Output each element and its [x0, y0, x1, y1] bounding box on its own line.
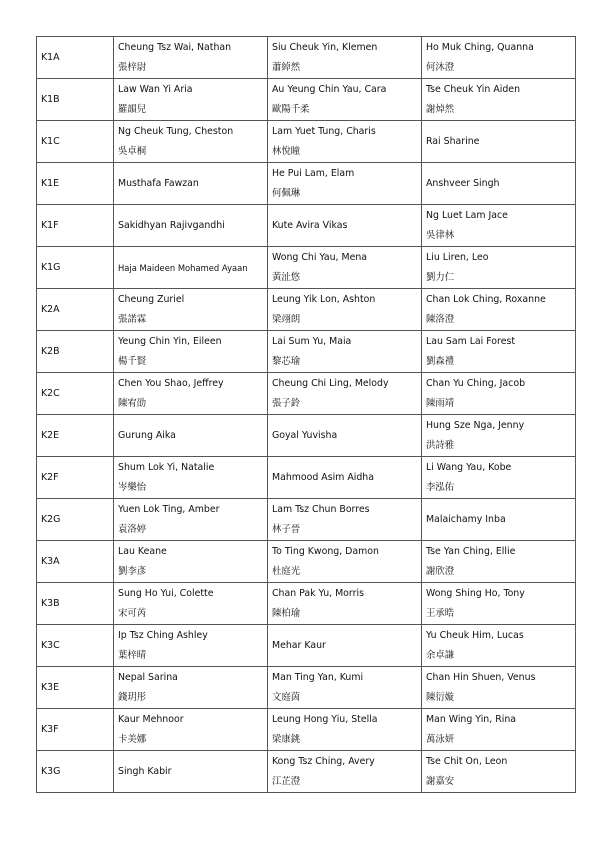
student-chinese-name: 劉李彥	[118, 565, 147, 577]
student-cell	[268, 457, 422, 499]
student-cell	[114, 373, 268, 415]
student-english-name: Cheung Chi Ling, Melody	[272, 377, 389, 389]
table-row	[37, 499, 576, 541]
student-cell	[268, 247, 422, 289]
student-english-name: Nepal Sarina	[118, 671, 178, 683]
student-english-name: Man Ting Yan, Kumi	[272, 671, 364, 683]
table-row	[37, 37, 576, 79]
student-english-name: Malaichamy Inba	[426, 513, 506, 525]
student-chinese-name: 陳衍嫙	[426, 691, 455, 703]
student-cell	[422, 415, 576, 457]
table-row	[37, 205, 576, 247]
student-english-name: Siu Cheuk Yin, Klemen	[272, 41, 378, 53]
table-row	[37, 709, 576, 751]
student-english-name: Tse Yan Ching, Ellie	[426, 545, 516, 557]
student-english-name: Lam Yuet Tung, Charis	[272, 125, 376, 137]
class-code: K3G	[37, 751, 114, 793]
student-cell	[268, 373, 422, 415]
student-english-name: Rai Sharine	[426, 135, 480, 147]
student-english-name: Lau Sam Lai Forest	[426, 335, 516, 347]
student-cell	[422, 583, 576, 625]
student-chinese-name: 張子鈴	[272, 397, 301, 409]
student-cell	[422, 667, 576, 709]
student-chinese-name: 錢玥彤	[118, 691, 147, 703]
student-english-name: Yu Cheuk Him, Lucas	[426, 629, 524, 641]
class-roster-table	[36, 36, 576, 793]
class-code: K1B	[37, 79, 114, 121]
student-cell	[114, 79, 268, 121]
student-english-name: Sung Ho Yui, Colette	[118, 587, 214, 599]
student-cell	[268, 121, 422, 163]
table-row	[37, 625, 576, 667]
student-cell	[114, 709, 268, 751]
student-english-name: To Ting Kwong, Damon	[272, 545, 379, 557]
student-chinese-name: 羅韻兒	[118, 103, 147, 115]
student-cell	[114, 163, 268, 205]
student-chinese-name: 袁洛婷	[118, 523, 147, 535]
student-cell	[268, 709, 422, 751]
student-english-name: Shum Lok Yi, Natalie	[118, 461, 215, 473]
student-english-name: Law Wan Yi Aria	[118, 83, 193, 95]
student-chinese-name: 余卓謙	[426, 649, 455, 661]
table-row	[37, 163, 576, 205]
student-cell	[114, 415, 268, 457]
table-row	[37, 373, 576, 415]
student-chinese-name: 蕭綽然	[272, 61, 301, 73]
student-cell	[114, 37, 268, 79]
student-cell	[268, 667, 422, 709]
student-english-name: Liu Liren, Leo	[426, 251, 489, 263]
student-chinese-name: 何沐澄	[426, 61, 455, 73]
class-code: K2A	[37, 289, 114, 331]
student-cell	[268, 289, 422, 331]
student-chinese-name: 吳律林	[426, 229, 455, 241]
student-chinese-name: 梁康銚	[272, 733, 301, 745]
student-cell	[114, 247, 268, 289]
table-row	[37, 751, 576, 793]
class-code: K1G	[37, 247, 114, 289]
student-chinese-name: 萬泳妍	[426, 733, 455, 745]
student-cell	[422, 163, 576, 205]
student-english-name: Leung Yik Lon, Ashton	[272, 293, 376, 305]
student-chinese-name: 歐陽千柔	[272, 103, 310, 115]
student-chinese-name: 張諾霖	[118, 313, 147, 325]
student-english-name: Kute Avira Vikas	[272, 219, 348, 231]
student-cell	[268, 583, 422, 625]
class-code: K2E	[37, 415, 114, 457]
class-code: K1C	[37, 121, 114, 163]
student-english-name: Li Wang Yau, Kobe	[426, 461, 512, 473]
student-chinese-name: 何佩琳	[272, 187, 301, 199]
student-english-name: Au Yeung Chin Yau, Cara	[272, 83, 387, 95]
student-cell	[268, 415, 422, 457]
student-cell	[114, 121, 268, 163]
student-cell	[422, 79, 576, 121]
roster-body	[37, 37, 576, 793]
student-english-name: Tse Cheuk Yin Aiden	[426, 83, 521, 95]
student-english-name: Man Wing Yin, Rina	[426, 713, 517, 725]
student-chinese-name: 洪詩雅	[426, 439, 455, 451]
student-english-name: Chen You Shao, Jeffrey	[118, 377, 224, 389]
student-cell	[268, 205, 422, 247]
class-code: K3F	[37, 709, 114, 751]
student-cell	[268, 331, 422, 373]
student-cell	[114, 205, 268, 247]
student-chinese-name: 江芷澄	[272, 775, 301, 787]
student-english-name: Chan Lok Ching, Roxanne	[426, 293, 546, 305]
class-code: K3E	[37, 667, 114, 709]
student-english-name: Ho Muk Ching, Quanna	[426, 41, 534, 53]
table-row	[37, 667, 576, 709]
student-chinese-name: 劉森禮	[426, 355, 455, 367]
table-row	[37, 541, 576, 583]
student-cell	[422, 541, 576, 583]
student-chinese-name: 陳宥劭	[118, 397, 147, 409]
class-code: K3C	[37, 625, 114, 667]
student-chinese-name: 文庭茵	[272, 691, 301, 703]
student-chinese-name: 吳卓桐	[118, 145, 147, 157]
student-english-name: Kaur Mehnoor	[118, 713, 184, 725]
student-cell	[268, 37, 422, 79]
class-code: K1E	[37, 163, 114, 205]
student-chinese-name: 葉梓晴	[118, 649, 147, 661]
student-cell	[268, 499, 422, 541]
student-english-name: Wong Shing Ho, Tony	[426, 587, 525, 599]
student-english-name: Ng Cheuk Tung, Cheston	[118, 125, 234, 137]
student-english-name: Singh Kabir	[118, 765, 172, 777]
student-chinese-name: 卡美娜	[118, 733, 147, 745]
class-code: K2C	[37, 373, 114, 415]
table-row	[37, 121, 576, 163]
student-chinese-name: 岑樂怡	[118, 481, 147, 493]
student-cell	[114, 583, 268, 625]
student-english-name: Lam Tsz Chun Borres	[272, 503, 370, 515]
student-chinese-name: 林子晉	[272, 523, 301, 535]
table-row	[37, 79, 576, 121]
student-cell	[114, 499, 268, 541]
student-cell	[114, 457, 268, 499]
table-row	[37, 457, 576, 499]
student-cell	[422, 205, 576, 247]
student-cell	[422, 625, 576, 667]
student-english-name: Musthafa Fawzan	[118, 177, 199, 189]
student-chinese-name: 宋可芮	[118, 607, 147, 619]
student-cell	[422, 373, 576, 415]
student-chinese-name: 王承晧	[426, 607, 455, 619]
student-chinese-name: 謝焯然	[426, 103, 455, 115]
class-code: K1A	[37, 37, 114, 79]
student-chinese-name: 陳柏瑜	[272, 607, 301, 619]
student-cell	[114, 667, 268, 709]
student-english-name: Gurung Aika	[118, 429, 176, 441]
student-cell	[268, 79, 422, 121]
student-english-name: Leung Hong Yiu, Stella	[272, 713, 378, 725]
student-english-name: Kong Tsz Ching, Avery	[272, 755, 375, 767]
student-chinese-name: 謝欣澄	[426, 565, 455, 577]
student-english-name: Hung Sze Nga, Jenny	[426, 419, 525, 431]
student-chinese-name: 張梓尉	[118, 61, 147, 73]
class-code: K2G	[37, 499, 114, 541]
student-chinese-name: 陳洛澄	[426, 313, 455, 325]
student-cell	[268, 163, 422, 205]
student-english-name: Lai Sum Yu, Maia	[272, 335, 352, 347]
student-english-name: Tse Chit On, Leon	[426, 755, 508, 767]
table-row	[37, 289, 576, 331]
student-english-name: Chan Pak Yu, Morris	[272, 587, 364, 599]
table-row	[37, 583, 576, 625]
class-code: K3A	[37, 541, 114, 583]
student-english-name: Ip Tsz Ching Ashley	[118, 629, 208, 641]
class-code: K1F	[37, 205, 114, 247]
student-cell	[268, 751, 422, 793]
student-chinese-name: 杜庭光	[272, 565, 301, 577]
student-chinese-name: 林悅瞳	[272, 145, 301, 157]
student-cell	[422, 709, 576, 751]
student-cell	[422, 499, 576, 541]
student-cell	[114, 289, 268, 331]
student-english-name: He Pui Lam, Elam	[272, 167, 355, 179]
student-cell	[422, 37, 576, 79]
student-cell	[114, 751, 268, 793]
student-cell	[114, 331, 268, 373]
student-english-name: Chan Hin Shuen, Venus	[426, 671, 536, 683]
class-code: K2B	[37, 331, 114, 373]
student-chinese-name: 黃沚悠	[272, 271, 301, 283]
student-chinese-name: 劉力仁	[426, 271, 455, 283]
student-cell	[422, 751, 576, 793]
student-english-name: Cheung Zuriel	[118, 293, 185, 305]
student-cell	[422, 331, 576, 373]
student-cell	[422, 457, 576, 499]
student-cell	[422, 121, 576, 163]
student-english-name: Ng Luet Lam Jace	[426, 209, 508, 221]
student-english-name: Yeung Chin Yin, Eileen	[118, 335, 222, 347]
student-english-name: Wong Chi Yau, Mena	[272, 251, 368, 263]
table-row	[37, 331, 576, 373]
student-chinese-name: 李泓佑	[426, 481, 455, 493]
student-chinese-name: 謝嘉安	[426, 775, 455, 787]
student-chinese-name: 梁翊朗	[272, 313, 301, 325]
student-english-name: Mehar Kaur	[272, 639, 326, 651]
student-cell	[422, 289, 576, 331]
table-row	[37, 415, 576, 457]
student-chinese-name: 黎芯瑜	[272, 355, 301, 367]
student-english-name: Mahmood Asim Aidha	[272, 471, 374, 483]
student-cell	[422, 247, 576, 289]
student-cell	[268, 625, 422, 667]
student-english-name: Lau Keane	[118, 545, 167, 557]
student-english-name: Sakidhyan Rajivgandhi	[118, 219, 225, 231]
student-cell	[114, 541, 268, 583]
student-english-name: Cheung Tsz Wai, Nathan	[118, 41, 232, 53]
student-english-name: Goyal Yuvisha	[272, 429, 338, 441]
student-chinese-name: 楊千賢	[118, 355, 147, 367]
student-cell	[114, 625, 268, 667]
student-english-name: Yuen Lok Ting, Amber	[118, 503, 220, 515]
student-chinese-name: 陳雨靖	[426, 397, 455, 409]
student-english-name: Anshveer Singh	[426, 177, 500, 189]
class-code: K3B	[37, 583, 114, 625]
student-english-name: Haja Maideen Mohamed Ayaan	[118, 262, 248, 273]
student-english-name: Chan Yu Ching, Jacob	[426, 377, 526, 389]
student-cell	[268, 541, 422, 583]
class-code: K2F	[37, 457, 114, 499]
table-row	[37, 247, 576, 289]
